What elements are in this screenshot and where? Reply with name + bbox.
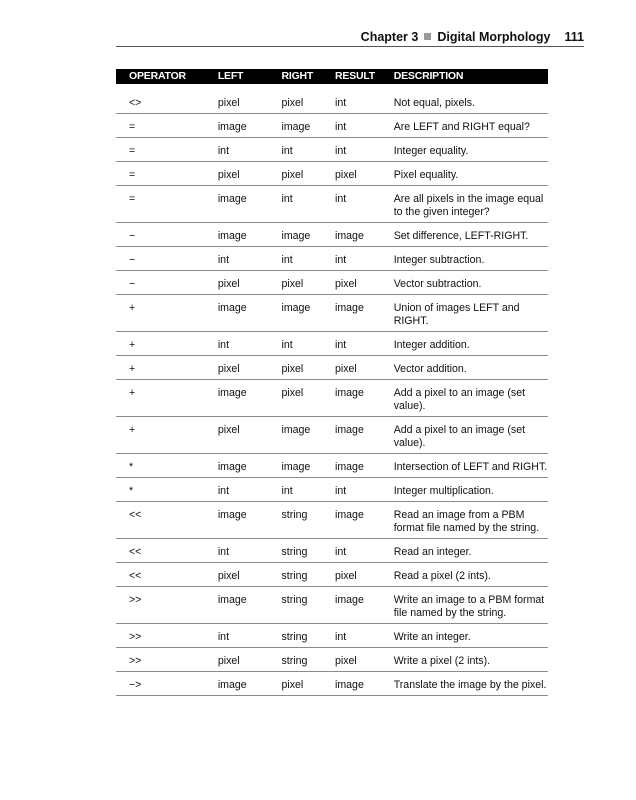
cell-description: Set difference, LEFT-RIGHT. [394, 223, 548, 247]
table-row [116, 380, 548, 417]
table-row [116, 539, 548, 563]
header-result: RESULT [335, 69, 394, 84]
table-header-row [116, 69, 548, 84]
cell-operator: << [116, 502, 218, 539]
cell-operator: − [116, 247, 218, 271]
cell-description: Integer multiplication. [394, 478, 548, 502]
cell-right: pixel [281, 84, 335, 114]
cell-result: image [335, 295, 394, 332]
cell-result: int [335, 624, 394, 648]
cell-left: image [218, 380, 282, 417]
cell-right: int [281, 478, 335, 502]
cell-description: Intersection of LEFT and RIGHT. [394, 454, 548, 478]
table-body [116, 84, 548, 696]
table-row [116, 417, 548, 454]
chapter-label: Chapter 3 [360, 30, 419, 44]
cell-description: Read an integer. [394, 539, 548, 563]
cell-operator: −> [116, 672, 218, 696]
cell-operator: = [116, 162, 218, 186]
cell-right: int [281, 247, 335, 271]
table-row [116, 356, 548, 380]
cell-description: Are LEFT and RIGHT equal? [394, 114, 548, 138]
cell-right: int [281, 186, 335, 223]
cell-description: Read a pixel (2 ints). [394, 563, 548, 587]
cell-description: Vector subtraction. [394, 271, 548, 295]
operator-table [116, 69, 548, 696]
cell-operator: + [116, 356, 218, 380]
table-row [116, 247, 548, 271]
cell-left: image [218, 114, 282, 138]
table-row [116, 502, 548, 539]
cell-result: int [335, 84, 394, 114]
cell-operator: + [116, 332, 218, 356]
header-left: LEFT [218, 69, 282, 84]
cell-left: pixel [218, 648, 282, 672]
cell-description: Pixel equality. [394, 162, 548, 186]
cell-left: pixel [218, 162, 282, 186]
cell-operator: + [116, 295, 218, 332]
cell-operator: * [116, 478, 218, 502]
cell-left: pixel [218, 563, 282, 587]
cell-operator: <> [116, 84, 218, 114]
table-row [116, 162, 548, 186]
cell-right: image [281, 223, 335, 247]
table-row [116, 84, 548, 114]
cell-operator: = [116, 186, 218, 223]
cell-description: Vector addition. [394, 356, 548, 380]
cell-left: image [218, 223, 282, 247]
cell-left: int [218, 539, 282, 563]
cell-right: pixel [281, 380, 335, 417]
cell-right: pixel [281, 162, 335, 186]
cell-description: Translate the image by the pixel. [394, 672, 548, 696]
cell-description: Integer addition. [394, 332, 548, 356]
cell-description: Union of images LEFT and RIGHT. [394, 295, 548, 332]
cell-right: string [281, 587, 335, 624]
table-row [116, 138, 548, 162]
cell-left: int [218, 478, 282, 502]
cell-description: Not equal, pixels. [394, 84, 548, 114]
table-row [116, 672, 548, 696]
table-row [116, 295, 548, 332]
cell-right: pixel [281, 271, 335, 295]
running-head-text [361, 30, 584, 44]
cell-left: image [218, 295, 282, 332]
cell-left: int [218, 138, 282, 162]
cell-left: image [218, 502, 282, 539]
cell-operator: + [116, 417, 218, 454]
cell-description: Read an image from a PBM format file named by the string. [394, 502, 548, 539]
cell-description: Are all pixels in the image equal to the given integer? [394, 186, 548, 223]
table-row [116, 587, 548, 624]
cell-left: int [218, 247, 282, 271]
cell-operator: << [116, 563, 218, 587]
cell-left: int [218, 624, 282, 648]
cell-description: Add a pixel to an image (set value). [394, 417, 548, 454]
cell-result: image [335, 380, 394, 417]
cell-left: image [218, 186, 282, 223]
table-row [116, 332, 548, 356]
separator-square-icon [424, 33, 431, 40]
cell-result: image [335, 417, 394, 454]
cell-right: image [281, 417, 335, 454]
table-row [116, 454, 548, 478]
cell-operator: >> [116, 587, 218, 624]
cell-result: pixel [335, 563, 394, 587]
cell-operator: << [116, 539, 218, 563]
cell-operator: = [116, 114, 218, 138]
cell-result: pixel [335, 648, 394, 672]
table-row [116, 114, 548, 138]
cell-result: image [335, 454, 394, 478]
cell-operator: >> [116, 624, 218, 648]
cell-left: pixel [218, 417, 282, 454]
cell-result: int [335, 247, 394, 271]
cell-result: int [335, 539, 394, 563]
table-row [116, 186, 548, 223]
table-row [116, 271, 548, 295]
table-row [116, 648, 548, 672]
cell-result: image [335, 223, 394, 247]
cell-result: int [335, 186, 394, 223]
cell-left: pixel [218, 356, 282, 380]
cell-result: int [335, 332, 394, 356]
cell-result: int [335, 478, 394, 502]
cell-result: pixel [335, 271, 394, 295]
cell-right: string [281, 502, 335, 539]
cell-right: string [281, 563, 335, 587]
table-row [116, 223, 548, 247]
cell-result: image [335, 502, 394, 539]
cell-result: int [335, 138, 394, 162]
cell-description: Integer subtraction. [394, 247, 548, 271]
cell-result: pixel [335, 162, 394, 186]
cell-right: int [281, 332, 335, 356]
cell-result: image [335, 672, 394, 696]
cell-operator: = [116, 138, 218, 162]
cell-left: pixel [218, 84, 282, 114]
cell-right: string [281, 539, 335, 563]
header-description: DESCRIPTION [394, 69, 548, 84]
cell-left: image [218, 587, 282, 624]
chapter-title: Digital Morphology [437, 30, 551, 44]
cell-description: Integer equality. [394, 138, 548, 162]
cell-operator: >> [116, 648, 218, 672]
header-operator: OPERATOR [116, 69, 218, 84]
cell-operator: * [116, 454, 218, 478]
cell-description: Write a pixel (2 ints). [394, 648, 548, 672]
cell-description: Write an integer. [394, 624, 548, 648]
cell-right: int [281, 138, 335, 162]
cell-description: Add a pixel to an image (set value). [394, 380, 548, 417]
cell-result: image [335, 587, 394, 624]
cell-right: string [281, 624, 335, 648]
table-row [116, 478, 548, 502]
cell-right: pixel [281, 672, 335, 696]
cell-result: int [335, 114, 394, 138]
table-row [116, 563, 548, 587]
header-right: RIGHT [281, 69, 335, 84]
cell-right: image [281, 295, 335, 332]
cell-right: image [281, 454, 335, 478]
cell-right: image [281, 114, 335, 138]
cell-operator: − [116, 223, 218, 247]
running-head [116, 30, 584, 47]
cell-left: pixel [218, 271, 282, 295]
cell-operator: − [116, 271, 218, 295]
cell-right: string [281, 648, 335, 672]
page-number: 111 [564, 30, 584, 44]
cell-left: image [218, 454, 282, 478]
cell-operator: + [116, 380, 218, 417]
cell-left: image [218, 672, 282, 696]
cell-right: pixel [281, 356, 335, 380]
table-row [116, 624, 548, 648]
cell-result: pixel [335, 356, 394, 380]
cell-left: int [218, 332, 282, 356]
cell-description: Write an image to a PBM format file named by the string. [394, 587, 548, 624]
